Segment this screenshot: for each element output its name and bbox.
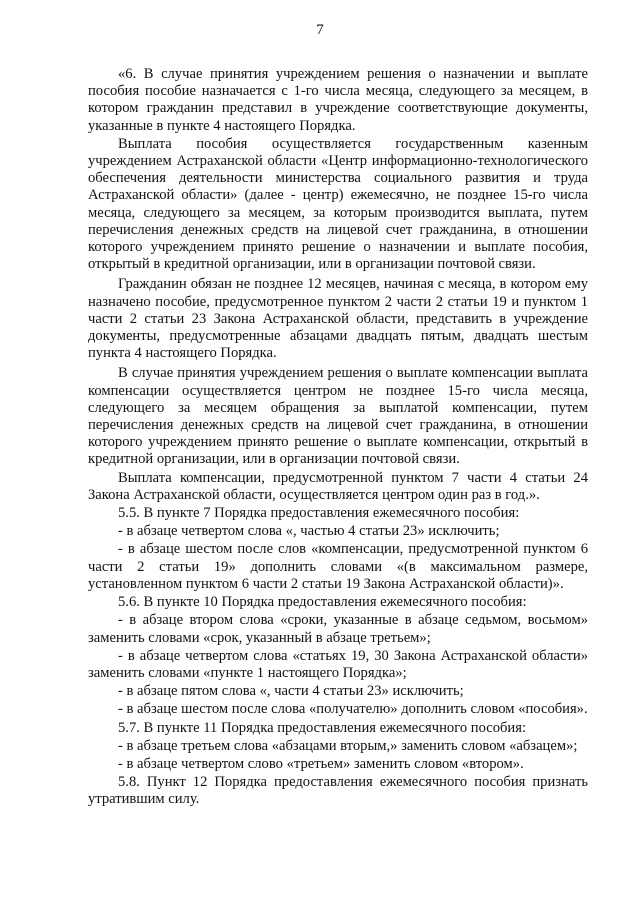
paragraph-6: 5.5. В пункте 7 Порядка предоставления ежемесячного пособия:	[118, 505, 520, 522]
paragraph-4: В случае принятия учреждением решения о выплате компенсации выплата компенсации осуществляется центром не позднее 15-го числа месяца, следующего за месяцем обращения за выплатой компенсации, путем перечисления денежных средств на лицевой счет гражданина, в отношении которого учреждением принято решение о выплате компенсации, открытый в кредитной организации, или в организации почтовой связи.	[88, 365, 588, 468]
paragraph-15: - в абзаце третьем слова «абзацами вторым,» заменить словом «абзацем»;	[118, 737, 578, 754]
paragraph-7: - в абзаце четвертом слова «, частью 4 статьи 23» исключить;	[118, 523, 500, 540]
paragraph-1: «6. В случае принятия учреждением решения о назначении и выплате пособия пособие назначается с 1-го числа месяца, следующего за месяцем, в котором гражданин представил в учреждение соответствующие документы, указанные в пункте 4 настоящего Порядка.	[88, 66, 588, 134]
document-body	[88, 66, 588, 810]
paragraph-9: 5.6. В пункте 10 Порядка предоставления ежемесячного пособия:	[118, 594, 527, 611]
paragraph-14: 5.7. В пункте 11 Порядка предоставления ежемесячного пособия:	[118, 719, 527, 736]
paragraph-17: 5.8. Пункт 12 Порядка предоставления ежемесячного пособия признать утратившим силу.	[88, 774, 588, 808]
paragraph-10: - в абзаце втором слова «сроки, указанные в абзаце седьмом, восьмом» заменить словами «срок, указанный в абзаце третьем»;	[88, 612, 588, 646]
paragraph-5: Выплата компенсации, предусмотренной пунктом 7 части 4 статьи 24 Закона Астраханской области, осуществляется центром один раз в год.».	[88, 469, 588, 503]
paragraph-11: - в абзаце четвертом слова «статьях 19, 30 Закона Астраханской области» заменить словами «пункте 1 настоящего Порядка»;	[88, 647, 588, 681]
paragraph-8: - в абзаце шестом после слов «компенсации, предусмотренной пунктом 6 части 2 статьи 19» дополнить словами «(в максимальном размере, установленном пунктом 6 части 2 статьи 19 Закона Астраханской области)».	[88, 541, 588, 592]
paragraph-16: - в абзаце четвертом слово «третьем» заменить словом «втором».	[118, 755, 524, 772]
paragraph-2: Выплата пособия осуществляется государственным казенным учреждением Астраханской области «Центр информационно-технологического обеспечения деятельности министерства социального развития и труда Астраханской области» (далее - центр) ежемесячно, не позднее 15-го числа месяца, следующего за месяцем, за которым производится выплата, путем перечисления денежных средств на лицевой счет гражданина, в отношении которого учреждением принято решение о назначении и выплате пособия, открытый в кредитной организации, или в организации почтовой связи.	[88, 135, 588, 273]
paragraph-3: Гражданин обязан не позднее 12 месяцев, начиная с месяца, в котором ему назначено пособие, предусмотренное пунктом 2 части 2 статьи 19 и пунктом 1 части 2 статьи 23 Закона Астраханской области, представить в учреждение документы, предусмотренные абзацами двадцать пятым, двадцать шестым пункта 4 настоящего Порядка.	[88, 276, 588, 362]
paragraph-13: - в абзаце шестом после слова «получателю» дополнить словом «пособия».	[118, 701, 588, 718]
page-number: 7	[316, 22, 324, 38]
paragraph-12: - в абзаце пятом слова «, части 4 статьи 23» исключить;	[118, 683, 464, 700]
